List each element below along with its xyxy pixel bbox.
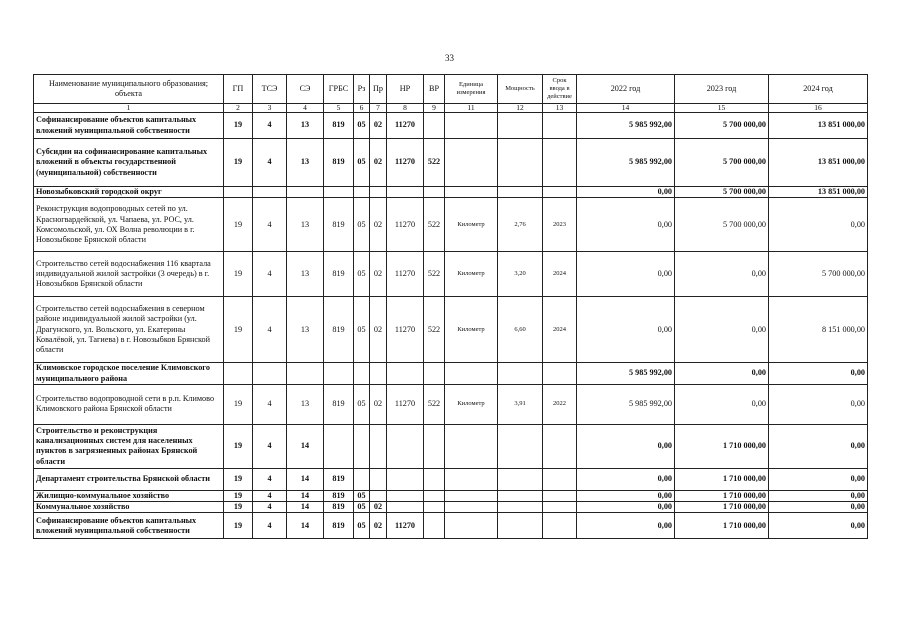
header-se: СЭ xyxy=(287,75,324,104)
cell-vr xyxy=(424,513,445,539)
cell-2023: 5 700 000,00 xyxy=(675,113,769,139)
cell-nr: 11270 xyxy=(387,139,424,187)
table-row xyxy=(34,502,868,513)
cell-vr xyxy=(424,424,445,468)
header-nr: НР xyxy=(387,75,424,104)
cell-gp: 19 xyxy=(224,252,253,297)
cell-nr xyxy=(387,502,424,513)
cell-unit xyxy=(445,490,498,501)
cell-2023: 0,00 xyxy=(675,363,769,385)
row-name: Субсидии на софинансирование капитальных вложений в объекты государственной (муниципальной) собственности xyxy=(34,139,224,187)
row-name: Реконструкция водопроводных сетей по ул. Красногвардейской, ул. Чапаева, ул. РОС, ул. Комсомольской, ул. ОХ Волна революции в г. Новозыбкове Брянской области xyxy=(34,198,224,252)
row-name: Коммунальное хозяйство xyxy=(34,502,224,513)
cell-2023: 1 710 000,00 xyxy=(675,468,769,490)
cell-pr xyxy=(370,424,387,468)
cell-2024: 0,00 xyxy=(769,198,868,252)
cell-power xyxy=(498,424,543,468)
cell-rz xyxy=(354,468,370,490)
cell-2023: 1 710 000,00 xyxy=(675,513,769,539)
cell-2023: 0,00 xyxy=(675,384,769,424)
cell-gp: 19 xyxy=(224,113,253,139)
table-body xyxy=(34,113,868,539)
table-row xyxy=(34,297,868,363)
header-row xyxy=(34,75,868,104)
cell-nr: 11270 xyxy=(387,513,424,539)
cell-pr xyxy=(370,468,387,490)
header-grbs: ГРБС xyxy=(324,75,354,104)
cell-vr xyxy=(424,187,445,198)
cell-2024: 13 851 000,00 xyxy=(769,187,868,198)
cell-grbs: 819 xyxy=(324,490,354,501)
header-power: Мощность xyxy=(498,75,543,104)
cell-grbs xyxy=(324,363,354,385)
cell-nr: 11270 xyxy=(387,384,424,424)
cell-gp: 19 xyxy=(224,513,253,539)
cell-grbs: 819 xyxy=(324,198,354,252)
table-row xyxy=(34,363,868,385)
cell-se: 13 xyxy=(287,384,324,424)
cell-unit xyxy=(445,113,498,139)
cell-unit: Километр xyxy=(445,297,498,363)
cell-rz: 05 xyxy=(354,297,370,363)
cell-power xyxy=(498,139,543,187)
table-row xyxy=(34,187,868,198)
cell-pr xyxy=(370,490,387,501)
cell-2022: 0,00 xyxy=(577,424,675,468)
cell-power xyxy=(498,363,543,385)
row-name: Софинансирование объектов капитальных вложений муниципальной собственности xyxy=(34,113,224,139)
cell-nr xyxy=(387,187,424,198)
cell-rz xyxy=(354,187,370,198)
cell-nr xyxy=(387,468,424,490)
header-unit: Единица измерения xyxy=(445,75,498,104)
cell-tse: 4 xyxy=(253,198,287,252)
cell-term: 2024 xyxy=(543,252,577,297)
cell-gp: 19 xyxy=(224,139,253,187)
cell-2022: 0,00 xyxy=(577,490,675,501)
cell-power: 3,91 xyxy=(498,384,543,424)
cell-2023: 1 710 000,00 xyxy=(675,424,769,468)
cell-grbs: 819 xyxy=(324,113,354,139)
column-number: 15 xyxy=(675,104,769,113)
cell-gp: 19 xyxy=(224,424,253,468)
cell-pr: 02 xyxy=(370,384,387,424)
column-number: 5 xyxy=(324,104,354,113)
header-pr: Пр xyxy=(370,75,387,104)
cell-pr xyxy=(370,187,387,198)
cell-term: 2023 xyxy=(543,198,577,252)
row-name: Софинансирование объектов капитальных вложений муниципальной собственности xyxy=(34,513,224,539)
cell-vr xyxy=(424,363,445,385)
cell-se xyxy=(287,363,324,385)
row-name: Строительство сетей водоснабжения 116 квартала индивидуальной жилой застройки (3 очередь) в г. Новозыбков Брянской области xyxy=(34,252,224,297)
cell-vr: 522 xyxy=(424,139,445,187)
cell-power xyxy=(498,513,543,539)
cell-2022: 0,00 xyxy=(577,252,675,297)
cell-nr xyxy=(387,363,424,385)
row-name: Строительство сетей водоснабжения в северном районе индивидуальной жилой застройки (ул. Драгунского, ул. Вольского, ул. Екатерины Ковалёвой, ул. Тагиева) в г. Новозыбков Брянской области xyxy=(34,297,224,363)
cell-grbs: 819 xyxy=(324,513,354,539)
cell-2022: 5 985 992,00 xyxy=(577,113,675,139)
column-number: 3 xyxy=(253,104,287,113)
cell-vr: 522 xyxy=(424,198,445,252)
cell-2023: 5 700 000,00 xyxy=(675,187,769,198)
cell-2024: 5 700 000,00 xyxy=(769,252,868,297)
cell-tse: 4 xyxy=(253,252,287,297)
cell-grbs: 819 xyxy=(324,297,354,363)
header-term: Срок ввода в действие xyxy=(543,75,577,104)
cell-tse: 4 xyxy=(253,490,287,501)
cell-grbs: 819 xyxy=(324,252,354,297)
cell-grbs: 819 xyxy=(324,468,354,490)
table-row xyxy=(34,252,868,297)
header-2023: 2023 год xyxy=(675,75,769,104)
cell-term: 2022 xyxy=(543,384,577,424)
cell-2022: 5 985 992,00 xyxy=(577,384,675,424)
cell-vr: 522 xyxy=(424,252,445,297)
cell-term xyxy=(543,424,577,468)
cell-tse: 4 xyxy=(253,384,287,424)
column-number: 11 xyxy=(445,104,498,113)
cell-nr: 11270 xyxy=(387,113,424,139)
cell-2022: 0,00 xyxy=(577,468,675,490)
cell-gp: 19 xyxy=(224,297,253,363)
cell-nr xyxy=(387,490,424,501)
row-name: Строительство водопроводной сети в р.п. Климово Климовского района Брянской области xyxy=(34,384,224,424)
table-row xyxy=(34,139,868,187)
table-row xyxy=(34,384,868,424)
cell-power: 6,60 xyxy=(498,297,543,363)
cell-grbs: 819 xyxy=(324,502,354,513)
cell-power: 3,20 xyxy=(498,252,543,297)
cell-pr: 02 xyxy=(370,297,387,363)
cell-vr: 522 xyxy=(424,297,445,363)
cell-rz: 05 xyxy=(354,252,370,297)
cell-unit xyxy=(445,139,498,187)
cell-vr xyxy=(424,113,445,139)
cell-gp: 19 xyxy=(224,490,253,501)
cell-tse: 4 xyxy=(253,139,287,187)
cell-power xyxy=(498,490,543,501)
column-number: 4 xyxy=(287,104,324,113)
cell-tse: 4 xyxy=(253,113,287,139)
cell-2024: 0,00 xyxy=(769,424,868,468)
cell-term xyxy=(543,113,577,139)
header-vr: ВР xyxy=(424,75,445,104)
cell-rz: 05 xyxy=(354,502,370,513)
cell-term xyxy=(543,139,577,187)
cell-unit xyxy=(445,513,498,539)
table-row xyxy=(34,513,868,539)
cell-se: 13 xyxy=(287,252,324,297)
header-rz: Рз xyxy=(354,75,370,104)
cell-pr: 02 xyxy=(370,113,387,139)
column-number: 2 xyxy=(224,104,253,113)
table-row xyxy=(34,424,868,468)
cell-gp xyxy=(224,187,253,198)
budget-table xyxy=(33,74,868,539)
row-name: Климовское городское поселение Климовского муниципального района xyxy=(34,363,224,385)
cell-pr: 02 xyxy=(370,502,387,513)
cell-se: 13 xyxy=(287,297,324,363)
cell-rz: 05 xyxy=(354,513,370,539)
cell-pr: 02 xyxy=(370,513,387,539)
column-number: 14 xyxy=(577,104,675,113)
cell-grbs xyxy=(324,424,354,468)
cell-2022: 0,00 xyxy=(577,502,675,513)
cell-grbs: 819 xyxy=(324,384,354,424)
cell-2024: 0,00 xyxy=(769,363,868,385)
header-2024: 2024 год xyxy=(769,75,868,104)
cell-unit xyxy=(445,502,498,513)
cell-nr: 11270 xyxy=(387,297,424,363)
column-number-row xyxy=(34,104,868,113)
cell-gp xyxy=(224,363,253,385)
cell-se: 14 xyxy=(287,502,324,513)
cell-2024: 0,00 xyxy=(769,513,868,539)
cell-se: 14 xyxy=(287,490,324,501)
cell-rz: 05 xyxy=(354,198,370,252)
cell-se: 13 xyxy=(287,113,324,139)
cell-2023: 5 700 000,00 xyxy=(675,139,769,187)
column-number: 1 xyxy=(34,104,224,113)
cell-nr: 11270 xyxy=(387,198,424,252)
cell-power xyxy=(498,468,543,490)
cell-2022: 0,00 xyxy=(577,198,675,252)
cell-unit xyxy=(445,363,498,385)
cell-power xyxy=(498,113,543,139)
cell-2024: 8 151 000,00 xyxy=(769,297,868,363)
cell-unit: Километр xyxy=(445,198,498,252)
cell-pr: 02 xyxy=(370,252,387,297)
cell-pr xyxy=(370,363,387,385)
cell-term xyxy=(543,187,577,198)
cell-2023: 0,00 xyxy=(675,252,769,297)
cell-term xyxy=(543,513,577,539)
cell-2024: 0,00 xyxy=(769,468,868,490)
cell-rz: 05 xyxy=(354,490,370,501)
cell-unit: Километр xyxy=(445,252,498,297)
cell-tse: 4 xyxy=(253,424,287,468)
table-row xyxy=(34,113,868,139)
table-row xyxy=(34,490,868,501)
cell-2023: 0,00 xyxy=(675,297,769,363)
cell-2022: 0,00 xyxy=(577,297,675,363)
cell-se: 14 xyxy=(287,468,324,490)
cell-power xyxy=(498,187,543,198)
cell-2024: 13 851 000,00 xyxy=(769,113,868,139)
column-number: 7 xyxy=(370,104,387,113)
cell-tse xyxy=(253,363,287,385)
cell-gp: 19 xyxy=(224,384,253,424)
cell-2024: 13 851 000,00 xyxy=(769,139,868,187)
cell-tse: 4 xyxy=(253,297,287,363)
cell-term xyxy=(543,490,577,501)
column-number: 6 xyxy=(354,104,370,113)
cell-unit xyxy=(445,187,498,198)
row-name: Строительство и реконструкция канализационных систем для населенных пунктов в загрязненных районах Брянской области xyxy=(34,424,224,468)
header-tse: ТСЭ xyxy=(253,75,287,104)
cell-grbs: 819 xyxy=(324,139,354,187)
header-gp: ГП xyxy=(224,75,253,104)
cell-2024: 0,00 xyxy=(769,384,868,424)
table-row xyxy=(34,468,868,490)
cell-tse xyxy=(253,187,287,198)
table-row xyxy=(34,198,868,252)
column-number: 13 xyxy=(543,104,577,113)
cell-2022: 0,00 xyxy=(577,187,675,198)
cell-rz: 05 xyxy=(354,139,370,187)
column-number: 16 xyxy=(769,104,868,113)
row-name: Департамент строительства Брянской области xyxy=(34,468,224,490)
cell-rz xyxy=(354,363,370,385)
cell-se xyxy=(287,187,324,198)
cell-nr xyxy=(387,424,424,468)
cell-unit: Километр xyxy=(445,384,498,424)
cell-unit xyxy=(445,424,498,468)
cell-2024: 0,00 xyxy=(769,490,868,501)
cell-vr xyxy=(424,490,445,501)
cell-se: 14 xyxy=(287,513,324,539)
cell-2023: 1 710 000,00 xyxy=(675,502,769,513)
cell-se: 14 xyxy=(287,424,324,468)
cell-vr: 522 xyxy=(424,384,445,424)
cell-tse: 4 xyxy=(253,513,287,539)
cell-rz: 05 xyxy=(354,113,370,139)
cell-gp: 19 xyxy=(224,502,253,513)
cell-grbs xyxy=(324,187,354,198)
cell-rz: 05 xyxy=(354,384,370,424)
cell-gp: 19 xyxy=(224,198,253,252)
cell-term xyxy=(543,502,577,513)
cell-tse: 4 xyxy=(253,468,287,490)
cell-gp: 19 xyxy=(224,468,253,490)
cell-term: 2024 xyxy=(543,297,577,363)
cell-se: 13 xyxy=(287,139,324,187)
cell-vr xyxy=(424,502,445,513)
row-name: Новозыбковский городской округ xyxy=(34,187,224,198)
cell-2022: 0,00 xyxy=(577,513,675,539)
cell-power: 2,76 xyxy=(498,198,543,252)
header-name: Наименование муниципального образования; объекта xyxy=(34,75,224,104)
cell-2023: 5 700 000,00 xyxy=(675,198,769,252)
column-number: 8 xyxy=(387,104,424,113)
header-2022: 2022 год xyxy=(577,75,675,104)
cell-vr xyxy=(424,468,445,490)
cell-2022: 5 985 992,00 xyxy=(577,363,675,385)
row-name: Жилищно-коммунальное хозяйство xyxy=(34,490,224,501)
cell-pr: 02 xyxy=(370,139,387,187)
cell-pr: 02 xyxy=(370,198,387,252)
column-number: 9 xyxy=(424,104,445,113)
cell-se: 13 xyxy=(287,198,324,252)
cell-term xyxy=(543,363,577,385)
cell-2023: 1 710 000,00 xyxy=(675,490,769,501)
cell-term xyxy=(543,468,577,490)
column-number: 12 xyxy=(498,104,543,113)
cell-unit xyxy=(445,468,498,490)
cell-2022: 5 985 992,00 xyxy=(577,139,675,187)
cell-2024: 0,00 xyxy=(769,502,868,513)
page-number: 33 xyxy=(445,53,454,63)
cell-tse: 4 xyxy=(253,502,287,513)
cell-rz xyxy=(354,424,370,468)
cell-nr: 11270 xyxy=(387,252,424,297)
cell-power xyxy=(498,502,543,513)
